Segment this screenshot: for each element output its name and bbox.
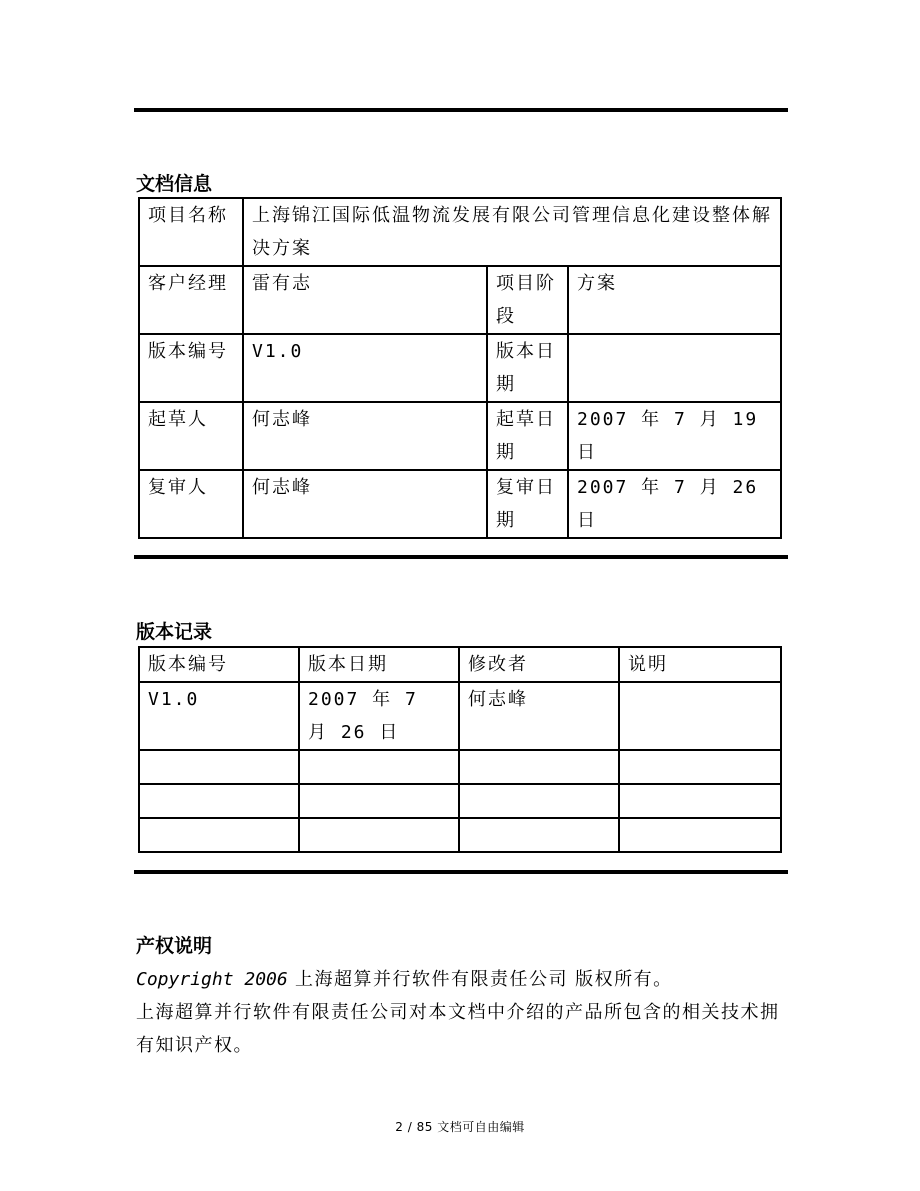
version-date-label: 版本日期 <box>487 334 568 402</box>
table-row <box>139 750 781 784</box>
table-cell: 何志峰 <box>459 682 619 750</box>
draft-date-value: 2007 年 7 月 19 日 <box>568 402 781 470</box>
table-row <box>139 198 781 266</box>
version-date-value <box>568 334 781 402</box>
version-value: V1.0 <box>243 334 487 402</box>
table-cell <box>619 750 781 784</box>
reviewer-value: 何志峰 <box>243 470 487 538</box>
version-label: 版本编号 <box>139 334 243 402</box>
copyright-line-1 <box>136 963 786 996</box>
table-row <box>139 470 781 538</box>
review-date-value: 2007 年 7 月 26 日 <box>568 470 781 538</box>
copyright-owner: 上海超算并行软件有限责任公司 版权所有。 <box>287 969 673 990</box>
review-date-label: 复审日期 <box>487 470 568 538</box>
table-cell <box>619 818 781 852</box>
table-cell <box>139 818 299 852</box>
table-cell <box>299 750 459 784</box>
table-cell: 2007 年 7 月 26 日 <box>299 682 459 750</box>
drafter-label: 起草人 <box>139 402 243 470</box>
table-row <box>139 334 781 402</box>
page-footer: 2 / 85 文档可自由编辑 <box>395 1120 525 1134</box>
drafter-value: 何志峰 <box>243 402 487 470</box>
table-cell <box>299 784 459 818</box>
table-cell <box>459 818 619 852</box>
reviewer-label: 复审人 <box>139 470 243 538</box>
manager-value: 雷有志 <box>243 266 487 334</box>
table-cell <box>619 784 781 818</box>
table-row <box>139 818 781 852</box>
copyright-line-2: 上海超算并行软件有限责任公司对本文档中介绍的产品所包含的相关技术拥有知识产权。 <box>136 1002 780 1056</box>
version-record-heading: 版本记录 <box>136 621 213 643</box>
version-record-table <box>138 646 782 853</box>
version-record-bottom-rule <box>134 870 788 874</box>
project-name-label: 项目名称 <box>139 198 243 266</box>
doc-info-bottom-rule <box>134 555 788 559</box>
doc-info-table <box>138 197 782 539</box>
copyright-notice: Copyright 2006 <box>136 969 288 990</box>
stage-value: 方案 <box>568 266 781 334</box>
column-header: 版本日期 <box>299 647 459 682</box>
table-cell: V1.0 <box>139 682 299 750</box>
table-cell <box>139 750 299 784</box>
stage-label: 项目阶段 <box>487 266 568 334</box>
top-rule <box>134 108 788 112</box>
column-header: 版本编号 <box>139 647 299 682</box>
table-cell <box>619 682 781 750</box>
table-row <box>139 682 781 750</box>
table-cell <box>459 784 619 818</box>
table-cell <box>459 750 619 784</box>
column-header: 修改者 <box>459 647 619 682</box>
table-row <box>139 402 781 470</box>
project-name-value: 上海锦江国际低温物流发展有限公司管理信息化建设整体解决方案 <box>243 198 781 266</box>
table-row <box>139 784 781 818</box>
manager-label: 客户经理 <box>139 266 243 334</box>
table-row <box>139 266 781 334</box>
table-cell <box>139 784 299 818</box>
column-header: 说明 <box>619 647 781 682</box>
table-header-row <box>139 647 781 682</box>
doc-info-heading: 文档信息 <box>136 173 213 195</box>
table-cell <box>299 818 459 852</box>
draft-date-label: 起草日期 <box>487 402 568 470</box>
copyright-heading: 产权说明 <box>136 935 213 957</box>
